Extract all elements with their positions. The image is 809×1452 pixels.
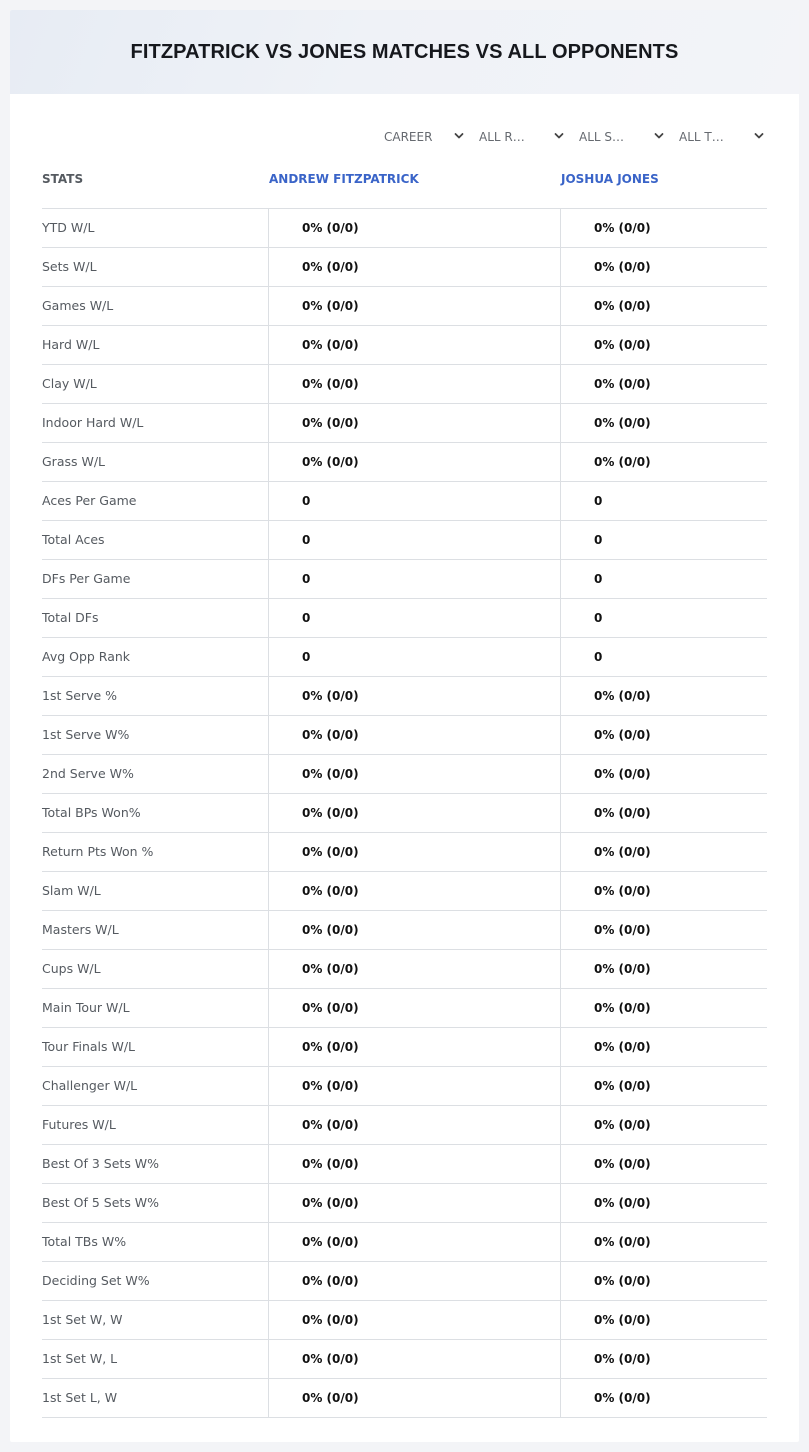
stats-column-header: STATS [42,172,84,186]
player2-stat-value: 0 [560,521,767,559]
table-row [42,365,767,404]
player2-stat-value: 0% (0/0) [560,365,767,403]
stat-label: DFs Per Game [42,571,131,586]
stat-label: Best Of 3 Sets W% [42,1156,160,1171]
table-row [42,638,767,677]
table-row [42,1301,767,1340]
player2-stat-value: 0 [560,638,767,676]
stat-label: Slam W/L [42,883,101,898]
player1-stat-value: 0 [268,638,560,676]
stats-table-body [42,208,767,1418]
player1-stat-value: 0 [268,560,560,598]
player1-stat-value: 0% (0/0) [268,911,560,949]
stat-label: 1st Set L, W [42,1390,118,1405]
player1-stat-value: 0 [268,599,560,637]
player2-stat-value: 0% (0/0) [560,248,767,286]
player2-stat-value: 0% (0/0) [560,443,767,481]
stat-label: 1st Serve % [42,688,118,703]
player2-stat-value: 0 [560,560,767,598]
stat-label: Indoor Hard W/L [42,415,144,430]
filter-bar [10,126,799,148]
table-row [42,794,767,833]
stat-label: Deciding Set W% [42,1273,150,1288]
stat-label: Best Of 5 Sets W% [42,1195,160,1210]
chevron-down-icon [754,131,764,141]
stat-label: Masters W/L [42,922,119,937]
player1-stat-value: 0% (0/0) [268,872,560,910]
stat-label: 2nd Serve W% [42,766,134,781]
stat-label: YTD W/L [42,220,95,235]
stat-label: Cups W/L [42,961,101,976]
player2-stat-value: 0% (0/0) [560,911,767,949]
table-row [42,1067,767,1106]
stat-label: Sets W/L [42,259,97,274]
player2-stat-value: 0% (0/0) [560,1379,767,1417]
stat-label: Grass W/L [42,454,106,469]
stats-card [10,10,799,1442]
player2-stat-value: 0% (0/0) [560,326,767,364]
surface-filter-label: ALL S… [579,130,625,144]
stat-label: Tour Finals W/L [42,1039,136,1054]
player2-stat-value: 0% (0/0) [560,1223,767,1261]
player2-stat-value: 0% (0/0) [560,1301,767,1339]
chevron-down-icon [454,131,464,141]
table-row [42,1223,767,1262]
stat-label: Hard W/L [42,337,100,352]
stat-label: Games W/L [42,298,114,313]
player2-stat-value: 0% (0/0) [560,404,767,442]
player2-stat-value: 0 [560,482,767,520]
table-row [42,443,767,482]
table-row [42,248,767,287]
round-filter-select[interactable] [479,126,564,148]
period-filter-label: CAREER [384,130,433,144]
player2-stat-value: 0% (0/0) [560,1262,767,1300]
stat-label: 1st Set W, L [42,1351,118,1366]
player2-stat-value: 0% (0/0) [560,1340,767,1378]
stat-label: Clay W/L [42,376,97,391]
player1-stat-value: 0% (0/0) [268,287,560,325]
table-row [42,1340,767,1379]
player1-stat-value: 0% (0/0) [268,1262,560,1300]
player1-stat-value: 0% (0/0) [268,326,560,364]
player1-stat-value: 0% (0/0) [268,989,560,1027]
player1-stat-value: 0% (0/0) [268,1223,560,1261]
table-row [42,716,767,755]
player1-stat-value: 0% (0/0) [268,1145,560,1183]
table-row [42,560,767,599]
player1-stat-value: 0% (0/0) [268,833,560,871]
period-filter-select[interactable] [384,126,464,148]
player1-stat-value: 0% (0/0) [268,1067,560,1105]
player1-stat-value: 0% (0/0) [268,209,560,247]
stat-label: Aces Per Game [42,493,137,508]
table-row [42,1184,767,1223]
player1-stat-value: 0% (0/0) [268,248,560,286]
player2-stat-value: 0% (0/0) [560,716,767,754]
player2-stat-value: 0% (0/0) [560,950,767,988]
card-header [10,10,799,94]
player2-stat-value: 0% (0/0) [560,677,767,715]
player2-stat-value: 0% (0/0) [560,872,767,910]
player2-stat-value: 0% (0/0) [560,1067,767,1105]
player1-stat-value: 0 [268,482,560,520]
chevron-down-icon [554,131,564,141]
stat-label: Futures W/L [42,1117,116,1132]
table-row [42,209,767,248]
player2-stat-value: 0% (0/0) [560,1184,767,1222]
player1-column-header[interactable]: ANDREW FITZPATRICK [269,172,419,186]
player2-stat-value: 0% (0/0) [560,755,767,793]
player2-stat-value: 0% (0/0) [560,833,767,871]
stat-label: Total BPs Won% [42,805,141,820]
player1-stat-value: 0% (0/0) [268,404,560,442]
table-row [42,911,767,950]
player1-stat-value: 0% (0/0) [268,1028,560,1066]
player1-stat-value: 0% (0/0) [268,443,560,481]
table-row [42,989,767,1028]
stat-label: Total DFs [42,610,99,625]
player2-stat-value: 0% (0/0) [560,989,767,1027]
table-row [42,950,767,989]
table-row [42,482,767,521]
player2-stat-value: 0% (0/0) [560,1145,767,1183]
player2-stat-value: 0% (0/0) [560,209,767,247]
table-row [42,1379,767,1418]
round-filter-label: ALL R… [479,130,525,144]
table-row [42,872,767,911]
table-header [42,170,767,208]
player1-stat-value: 0% (0/0) [268,794,560,832]
tournament-filter-label: ALL T… [679,130,724,144]
table-row [42,326,767,365]
player1-stat-value: 0% (0/0) [268,1301,560,1339]
table-row [42,404,767,443]
tournament-filter-select[interactable] [679,126,764,148]
player1-stat-value: 0% (0/0) [268,677,560,715]
player1-stat-value: 0% (0/0) [268,1106,560,1144]
player2-stat-value: 0% (0/0) [560,1028,767,1066]
player2-column-header[interactable]: JOSHUA JONES [561,172,659,186]
table-row [42,1106,767,1145]
player1-stat-value: 0% (0/0) [268,1379,560,1417]
player2-stat-value: 0% (0/0) [560,794,767,832]
table-row [42,1262,767,1301]
player1-stat-value: 0% (0/0) [268,1340,560,1378]
player1-stat-value: 0% (0/0) [268,365,560,403]
player2-stat-value: 0 [560,599,767,637]
stat-label: Avg Opp Rank [42,649,131,664]
table-row [42,287,767,326]
player1-stat-value: 0% (0/0) [268,755,560,793]
chevron-down-icon [654,131,664,141]
page-title: FITZPATRICK VS JONES MATCHES VS ALL OPPONENTS [130,40,679,63]
table-row [42,677,767,716]
stat-label: Total TBs W% [42,1234,127,1249]
player1-stat-value: 0% (0/0) [268,1184,560,1222]
stat-label: Return Pts Won % [42,844,154,859]
player1-stat-value: 0% (0/0) [268,950,560,988]
player1-stat-value: 0 [268,521,560,559]
stat-label: 1st Serve W% [42,727,130,742]
stat-label: Main Tour W/L [42,1000,130,1015]
table-row [42,1028,767,1067]
table-row [42,1145,767,1184]
surface-filter-select[interactable] [579,126,664,148]
table-row [42,833,767,872]
player2-stat-value: 0% (0/0) [560,287,767,325]
player2-stat-value: 0% (0/0) [560,1106,767,1144]
player1-stat-value: 0% (0/0) [268,716,560,754]
table-row [42,599,767,638]
stat-label: 1st Set W, W [42,1312,123,1327]
stat-label: Total Aces [42,532,105,547]
table-row [42,521,767,560]
stat-label: Challenger W/L [42,1078,138,1093]
table-row [42,755,767,794]
